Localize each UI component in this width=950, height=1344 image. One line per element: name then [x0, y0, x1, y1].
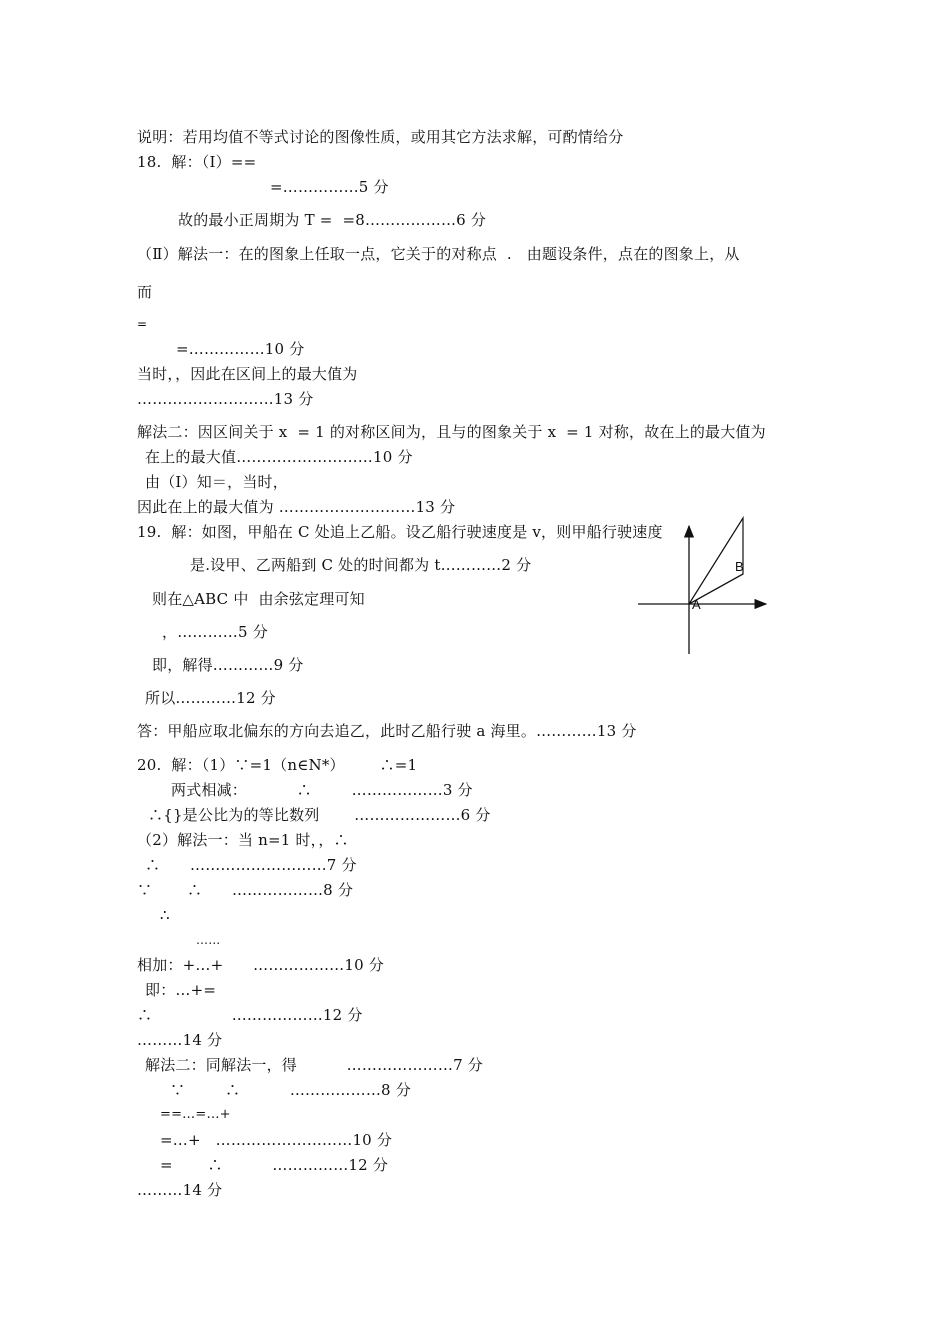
text-line: （2）解法一：当 n=1 时，，∴	[137, 831, 349, 849]
text-line: 而	[137, 283, 153, 301]
text-line: ∴	[160, 906, 170, 924]
text-line: 即，解得…………9 分	[152, 656, 304, 674]
text-line: = ∴ ……………12 分	[160, 1156, 389, 1174]
text-line: 当时，，因此在区间上的最大值为	[137, 365, 358, 383]
text-line: 答：甲船应取北偏东的方向去追乙，此时乙船行驶 a 海里。…………13 分	[137, 722, 637, 740]
text-line: 相加：+…+ ………………10 分	[137, 956, 385, 974]
text-line: 所以…………12 分	[145, 689, 276, 707]
text-line: ∴ ………………12 分	[137, 1006, 363, 1024]
text-line: ==…=…+	[160, 1107, 231, 1122]
text-line: 是.设甲、乙两船到 C 处的时间都为 t…………2 分	[190, 556, 532, 574]
text-line: 在上的最大值………………………10 分	[145, 448, 413, 466]
text-line: ∴ ………………………7 分	[145, 856, 357, 874]
text-line: ………………………13 分	[137, 390, 314, 408]
text-line: 则在△ABC 中 由余弦定理可知	[152, 590, 365, 608]
text-line: =……………5 分	[270, 178, 389, 196]
text-line: 18. 解：（Ⅰ）==	[137, 153, 257, 171]
text-line: =…+ ………………………10 分	[160, 1131, 393, 1149]
triangle-diagram	[630, 512, 780, 662]
text-line: 因此在上的最大值为 ………………………13 分	[137, 498, 456, 516]
text-line: ………14 分	[137, 1181, 223, 1199]
text-line: 两式相减： ∴ ………………3 分	[171, 781, 473, 799]
text-line: =……………10 分	[176, 340, 305, 358]
text-line: 19. 解：如图，甲船在 C 处追上乙船。设乙船行驶速度是 v，则甲船行驶速度	[137, 523, 663, 541]
text-line: ∵ ∴ ………………8 分	[137, 881, 354, 899]
text-line: 故的最小正周期为 T = =8………………6 分	[178, 211, 487, 229]
text-line: =	[137, 317, 148, 331]
text-line: ∵ ∴ ………………8 分	[170, 1081, 411, 1099]
text-line: ，…………5 分	[162, 623, 268, 641]
text-line: ……	[196, 933, 221, 947]
label-a: A	[692, 597, 701, 612]
text-line: ………14 分	[137, 1031, 223, 1049]
text-line: 说明：若用均值不等式讨论的图像性质，或用其它方法求解，可酌情给分	[137, 128, 624, 146]
text-line: 解法二：因区间关于 x = 1 的对称区间为，且与的图象关于 x = 1 对称，故在上的最大值为	[137, 423, 766, 441]
text-line: ∴{}是公比为的等比数列 …………………6 分	[148, 806, 491, 824]
text-line: （Ⅱ）解法一：在的图象上任取一点，它关于的对称点 . 由题设条件，点在的图象上，从	[137, 245, 740, 263]
label-b: B	[735, 559, 744, 574]
text-line: 由（Ⅰ）知＝，当时，	[145, 473, 288, 491]
text-line: 20. 解：（1）∵=1（n∈N*） ∴=1	[137, 756, 418, 774]
text-line: 解法二：同解法一，得 …………………7 分	[145, 1056, 483, 1074]
text-line: 即：…+=	[145, 981, 217, 999]
